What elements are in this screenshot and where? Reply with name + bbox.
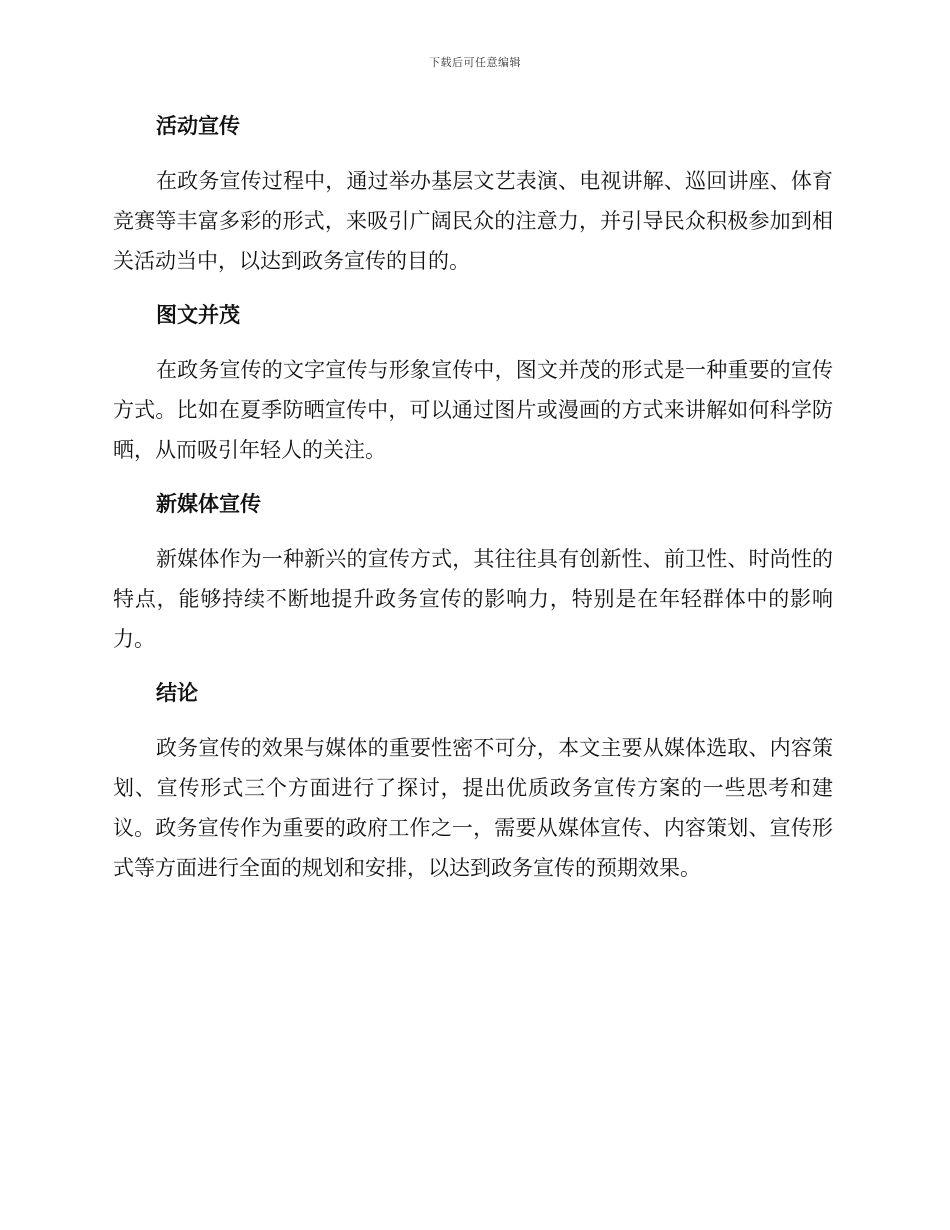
section-heading-new-media: 新媒体宣传	[156, 492, 261, 516]
section-paragraph-new-media: 新媒体作为一种新兴的宣传方式，其往往具有创新性、前卫性、时尚性的特点，能够持续不断地提升政务宣传的影响力，特别是在年轻群体中的影响力。	[113, 547, 833, 651]
section-paragraph-illustration: 在政务宣传的文字宣传与形象宣传中，图文并茂的形式是一种重要的宣传方式。比如在夏季防晒宣传中，可以通过图片或漫画的方式来讲解如何科学防晒，从而吸引年轻人的关注。	[113, 358, 833, 462]
section-paragraph-activity: 在政务宣传过程中，通过举办基层文艺表演、电视讲解、巡回讲座、体育竞赛等丰富多彩的形式，来吸引广阔民众的注意力，并引导民众积极参加到相关活动当中，以达到政务宣传的目的。	[113, 169, 833, 273]
section-heading-illustration: 图文并茂	[156, 303, 240, 327]
section-paragraph-conclusion: 政务宣传的效果与媒体的重要性密不可分，本文主要从媒体选取、内容策划、宣传形式三个方面进行了探讨，提出优质政务宣传方案的一些思考和建议。政务宣传作为重要的政府工作之一，需要从媒体宣传、内容策划、宣传形式等方面进行全面的规划和安排，以达到政务宣传的预期效果。	[113, 736, 833, 880]
document-body	[113, 106, 833, 902]
page-header: 下载后可任意编辑	[429, 56, 521, 69]
section-heading-conclusion: 结论	[156, 681, 198, 705]
section-heading-activity: 活动宣传	[156, 114, 240, 138]
